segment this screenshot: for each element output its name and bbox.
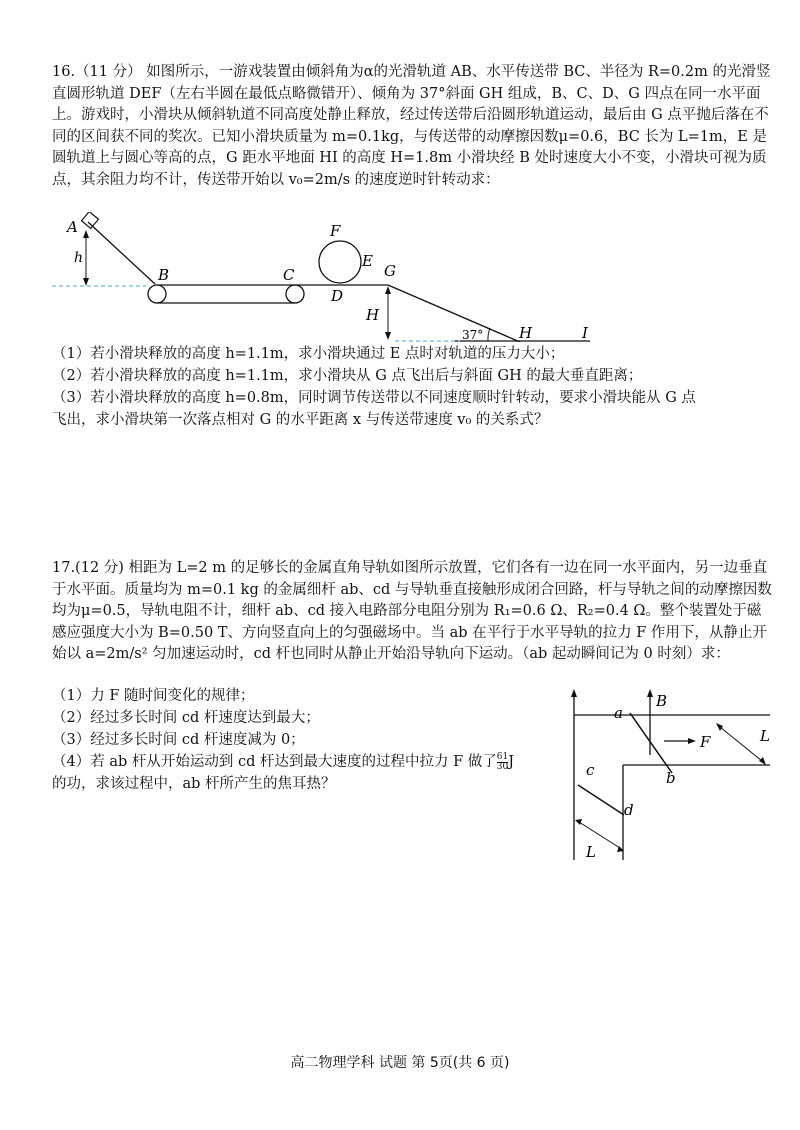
label-H: H (519, 324, 533, 342)
label-L-bottom: L (586, 843, 596, 861)
label-a: a (614, 704, 623, 722)
label-L-right: L (760, 727, 770, 745)
q16-question-2: （2）若小滑块释放的高度 h=1.1m，求小滑块从 G 点飞出后与斜面 GH 的最大垂直距离； (52, 368, 643, 384)
label-A: A (67, 218, 78, 236)
label-B: B (158, 266, 170, 284)
q16-figure (0, 212, 800, 342)
label-B-field: B (656, 692, 668, 710)
label-b: b (666, 769, 676, 787)
label-angle: 37° (462, 328, 484, 342)
q17-figure (560, 685, 790, 865)
label-E: E (362, 252, 373, 270)
q17-question-1: （1）力 F 随时间变化的规律； (52, 688, 255, 704)
work-denominator: 30 (496, 761, 509, 772)
label-F-force: F (700, 733, 711, 751)
work-unit: J (508, 754, 515, 770)
work-numerator: 61 (496, 751, 509, 762)
q17-question-3: （3）经过多长时间 cd 杆速度减为 0； (52, 732, 305, 748)
label-D: D (331, 287, 344, 305)
label-C: C (283, 266, 295, 284)
q17-question-4-text: （4）若 ab 杆从开始运动到 cd 杆达到最大速度的过程中拉力 F 做了 (52, 754, 497, 770)
q16-paragraph: 16.（11 分） 如图所示，一游戏装置由倾斜角为α的光滑轨道 AB、水平传送带 BC、半径为 R=0.2m 的光滑竖直圆形轨道 DEF（左右半圆在最低点略微错开）、倾角为 37°斜面 GH 组成，B、C、D、G 四点在同一水平面上。游戏时，小滑块从倾斜轨道不同高度处静止释放，经过传送带后沿圆形轨道运动，最后由 G 点平抛后落在不同的区间获不同的奖次。已知小滑块质量为 m=0.1kg，与传送带的动摩擦因数μ=0.6，BC 长为 L=1m，E 是圆轨道上与圆心等高的点，G 距水平地面 HI 的高度 H=1.8m 小滑块经 B 处时速度大小不变，小滑块可视为质点，其余阻力均不计，传送带开始以 v₀=2m/s 的速度逆时针转动求： (52, 64, 771, 188)
label-H-height: H (366, 306, 380, 324)
label-h: h (74, 250, 84, 266)
q17-question-4 (52, 752, 514, 773)
page-footer: 高二物理学科 试题 第 5页(共 6 页) (290, 1055, 510, 1071)
q16-question-3-cont: 飞出，求小滑块第一次落点相对 G 的水平距离 x 与传送带速度 v₀ 的关系式？ (52, 412, 549, 428)
q17-paragraph: 17.(12 分) 相距为 L=2 m 的足够长的金属直角导轨如图所示放置，它们各有一边在同一水平面内，另一边垂直于水平面。质量均为 m=0.1 kg 的金属细杆 ab、cd 与导轨垂直接触形成闭合回路，杆与导轨之间的动摩擦因数均为μ=0.5，导轨电阻不计，细杆 ab、cd 接入电路部分电阻分别为 R₁=0.6 Ω、R₂=0.4 Ω。整个装置处于磁感应强度大小为 B=0.50 T、方向竖直向上的匀强磁场中。当 ab 在平行于水平导轨的拉力 F 作用下，从静止开始以 a=2m/s² 匀加速运动时，cd 杆也同时从静止开始沿导轨向下运动。（ab 起动瞬间记为 0 时刻）求： (52, 560, 772, 662)
q16-question-1: （1）若小滑块释放的高度 h=1.1m，求小滑块通过 E 点时对轨道的压力大小； (52, 346, 565, 362)
work-fraction (497, 753, 508, 772)
label-c: c (586, 761, 595, 779)
label-I: I (582, 324, 588, 342)
q17-question-2: （2）经过多长时间 cd 杆速度达到最大； (52, 710, 320, 726)
q17-question-4-cont: 的功，求该过程中，ab 杆所产生的焦耳热？ (52, 776, 336, 792)
label-d: d (624, 801, 634, 819)
label-F: F (330, 222, 341, 240)
q16-question-3: （3）若小滑块释放的高度 h=0.8m，同时调节传送带以不同速度顺时针转动，要求小滑块能从 G 点 (52, 390, 696, 406)
label-G: G (384, 262, 396, 280)
